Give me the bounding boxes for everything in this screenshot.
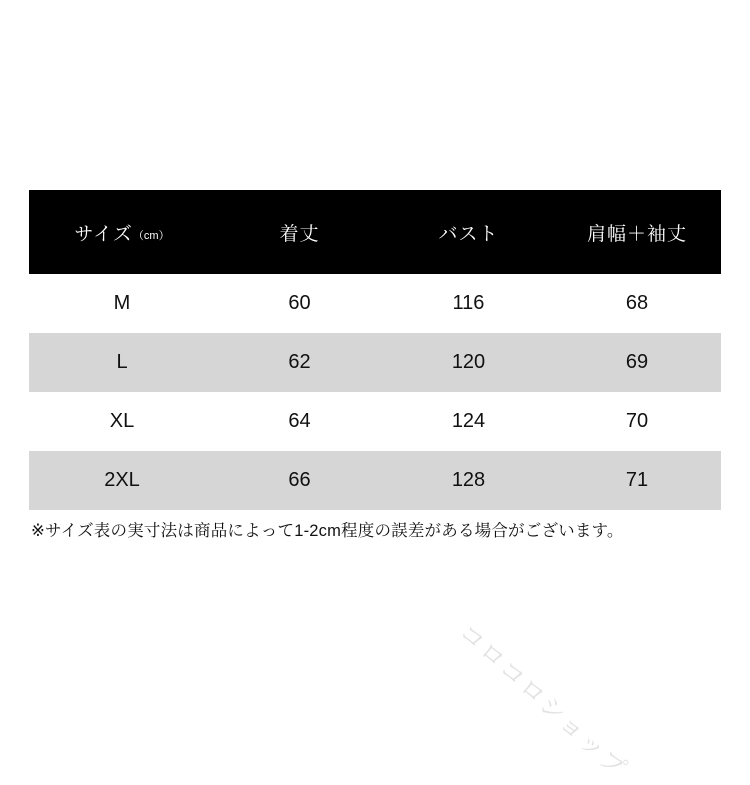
column-header-shoulder-sleeve: 肩幅＋袖丈 <box>553 190 721 274</box>
table-row <box>29 392 721 451</box>
cell-shoulder-sleeve: 71 <box>553 451 721 510</box>
cell-bust: 124 <box>384 392 553 451</box>
cell-size: XL <box>29 392 215 451</box>
column-header-size-unit: （cm） <box>132 229 170 242</box>
cell-bust: 128 <box>384 451 553 510</box>
cell-shoulder-sleeve: 69 <box>553 333 721 392</box>
column-header-size-label: サイズ <box>74 223 133 245</box>
cell-length: 66 <box>215 451 384 510</box>
cell-length: 60 <box>215 274 384 333</box>
cell-size: M <box>29 274 215 333</box>
cell-size: 2XL <box>29 451 215 510</box>
cell-shoulder-sleeve: 68 <box>553 274 721 333</box>
size-table <box>29 190 721 510</box>
table-row <box>29 451 721 510</box>
table-header-row <box>29 190 721 274</box>
column-header-bust: バスト <box>384 190 553 274</box>
cell-size: L <box>29 333 215 392</box>
shop-watermark-text: コロコロショップ <box>453 618 633 784</box>
cell-length: 62 <box>215 333 384 392</box>
table-row <box>29 274 721 333</box>
size-table-header <box>29 190 721 274</box>
column-header-length: 着丈 <box>215 190 384 274</box>
cell-bust: 120 <box>384 333 553 392</box>
table-row <box>29 333 721 392</box>
column-header-size <box>29 190 215 274</box>
size-disclaimer-note: ※サイズ表の実寸法は商品によって1-2cm程度の誤差がある場合がございます。 <box>31 522 624 540</box>
cell-length: 64 <box>215 392 384 451</box>
cell-shoulder-sleeve: 70 <box>553 392 721 451</box>
cell-bust: 116 <box>384 274 553 333</box>
shop-watermark <box>453 556 750 784</box>
size-table-body <box>29 274 721 510</box>
